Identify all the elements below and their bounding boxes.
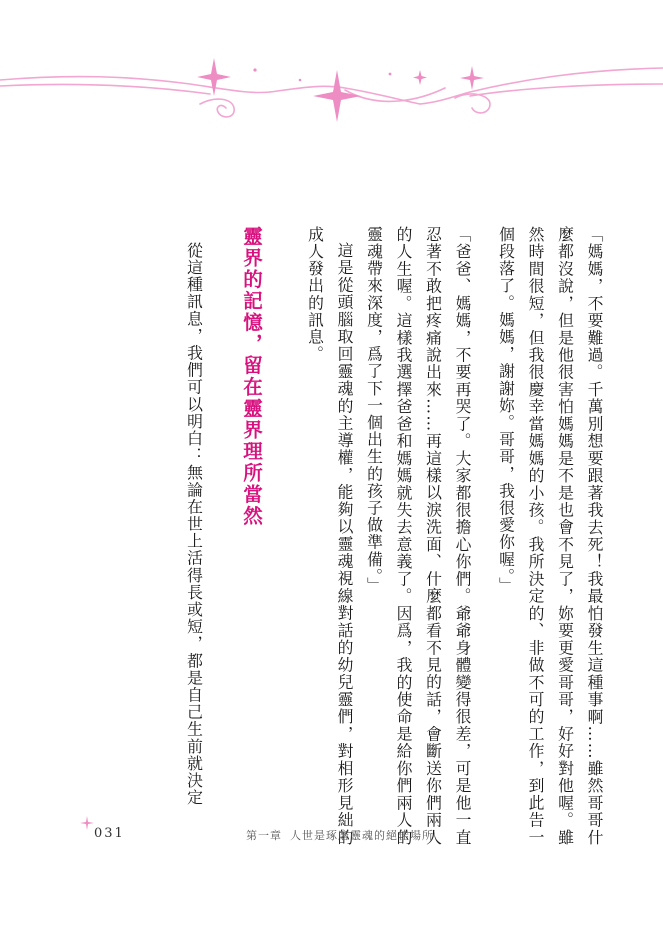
- paragraph-child-message-mother: 「媽媽，不要難過。千萬別想要跟著我去死！我最怕發生這種事啊……雖然哥哥什麼都沒說，但是他很害怕媽媽是不是也會不見了，妳要更愛哥哥，好好對他喔。雖然時間很短，但我很慶幸當媽媽的小孩。我所決定的、非做不可的工作，到此告一個段落了。媽媽，謝謝妳。哥哥，我很愛你喔。」: [496, 226, 604, 846]
- page-number: 031: [94, 826, 125, 841]
- paragraph-explanation: 這是從頭腦取回靈魂的主導權，能夠以靈魂視線對話的幼兒靈們，對相形見絀的成人發出的訊息。: [305, 226, 354, 846]
- sparkle-icon: [80, 816, 94, 830]
- chapter-label: 第一章: [246, 829, 282, 842]
- header-sparkle-swirl-ornament: [0, 40, 663, 130]
- section-heading: 靈界的記憶，留在靈界理所當然: [240, 226, 263, 527]
- paragraph-section-start: 從這種訊息，我們可以明白：無論在世上活得長或短，都是自己生前就決定: [184, 241, 204, 807]
- running-head: [246, 827, 434, 843]
- vertical-body-text: [179, 226, 609, 846]
- page-footer: [0, 826, 663, 846]
- chapter-title: 人世是琢磨靈魂的絕佳場所: [290, 829, 434, 842]
- paragraph-child-message-parents: 「爸爸、媽媽，不要再哭了。大家都很擔心你們。爺爺身體變得很差，可是他一直忍著不敢把疼痛說出來……再這樣以淚洗面、什麼都看不見的話，會斷送你們兩人的人生喔。這樣我選擇爸爸和媽媽就失去意義了。因爲，我的使命是給你們兩人的靈魂帶來深度，爲了下一個出生的孩子做準備。」: [364, 226, 472, 846]
